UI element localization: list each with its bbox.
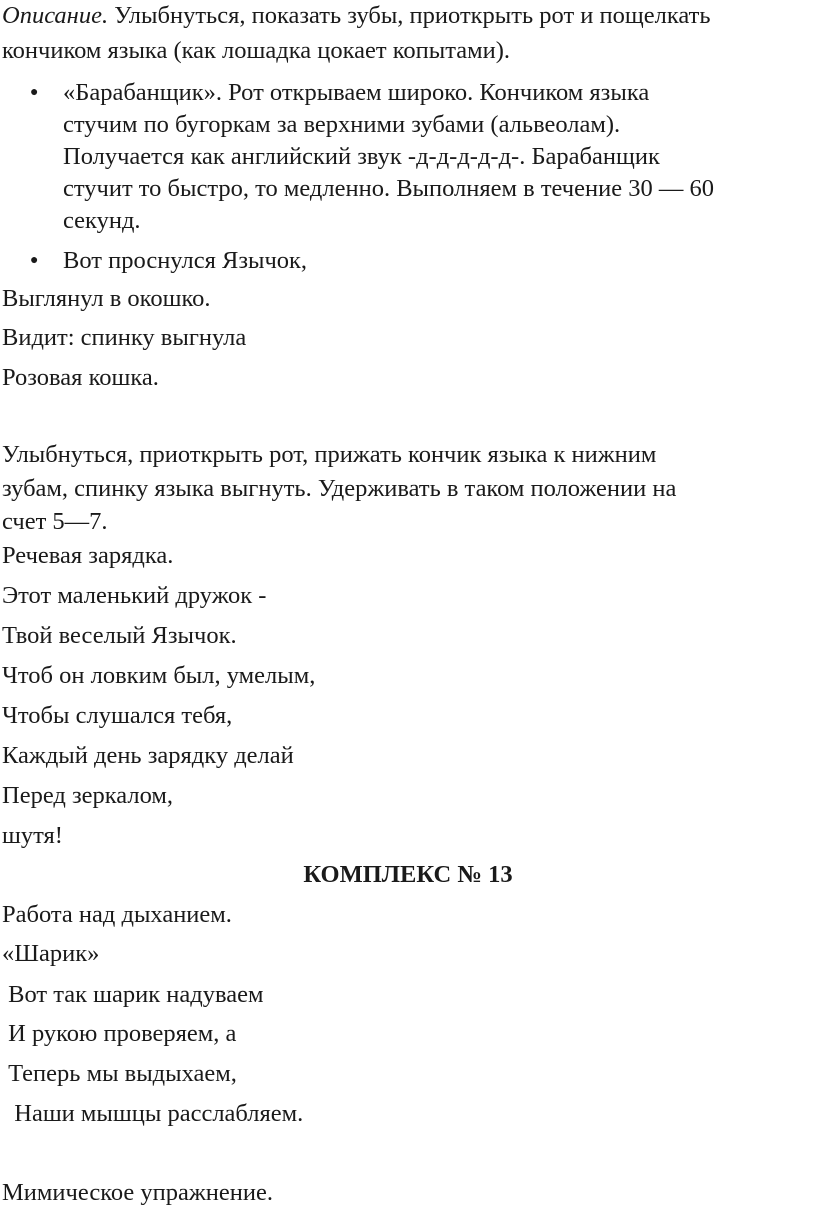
exercise-line-3: счет 5—7.	[2, 508, 108, 535]
exercise-line-1: Улыбнуться, приоткрыть рот, прижать кончик языка к нижним	[2, 441, 657, 468]
complex-heading: КОМПЛЕКС № 13	[303, 861, 513, 888]
bullet-1-line-4: стучит то быстро, то медленно. Выполняем в течение 30 — 60	[63, 175, 714, 202]
breathing-line: Вот так шарик надуваем	[2, 981, 264, 1008]
warmup-line: Твой веселый Язычок.	[2, 622, 237, 649]
warmup-line: шутя!	[2, 822, 63, 849]
breathing-line: И рукою проверяем, а	[2, 1020, 237, 1047]
bullet-1-line-2: стучим по бугоркам за верхними зубами (альвеолам).	[63, 111, 621, 138]
exercise-name: «Шарик»	[2, 940, 100, 967]
bullet-icon: ●	[30, 253, 39, 268]
warmup-line: Чтобы слушался тебя,	[2, 702, 233, 729]
intro-text: Улыбнуться, показать зубы, приоткрыть рот и пощелкать	[114, 2, 711, 29]
speech-warmup-title: Речевая зарядка.	[2, 542, 174, 569]
mimic-exercise-title: Мимическое упражнение.	[2, 1179, 274, 1206]
breathing-line: Теперь мы выдыхаем,	[2, 1060, 237, 1087]
poem-line: Видит: спинку выгнула	[2, 324, 247, 351]
description-label: Описание.	[2, 2, 109, 29]
bullet-1-line-5: секунд.	[63, 207, 141, 234]
bullet-2-line-1: Вот проснулся Язычок,	[63, 247, 308, 274]
warmup-line: Перед зеркалом,	[2, 782, 174, 809]
bullet-icon: ●	[30, 85, 39, 100]
exercise-line-2: зубам, спинку языка выгнуть. Удерживать в таком положении на	[2, 475, 677, 502]
poem-line: Розовая кошка.	[2, 364, 159, 391]
intro-line-2: кончиком языка (как лошадка цокает копытами).	[2, 37, 511, 64]
bullet-1-line-3: Получается как английский звук -д-д-д-д-д-. Барабанщик	[63, 143, 660, 170]
warmup-line: Чтоб он ловким был, умелым,	[2, 662, 316, 689]
bullet-1-line-1: «Барабанщик». Рот открываем широко. Кончиком языка	[63, 79, 650, 106]
warmup-line: Каждый день зарядку делай	[2, 742, 294, 769]
breathing-line: Наши мышцы расслабляем.	[2, 1100, 304, 1127]
warmup-line: Этот маленький дружок -	[2, 582, 267, 609]
poem-line: Выглянул в окошко.	[2, 285, 211, 312]
breathing-title: Работа над дыханием.	[2, 901, 232, 928]
intro-line-1	[2, 4, 711, 29]
